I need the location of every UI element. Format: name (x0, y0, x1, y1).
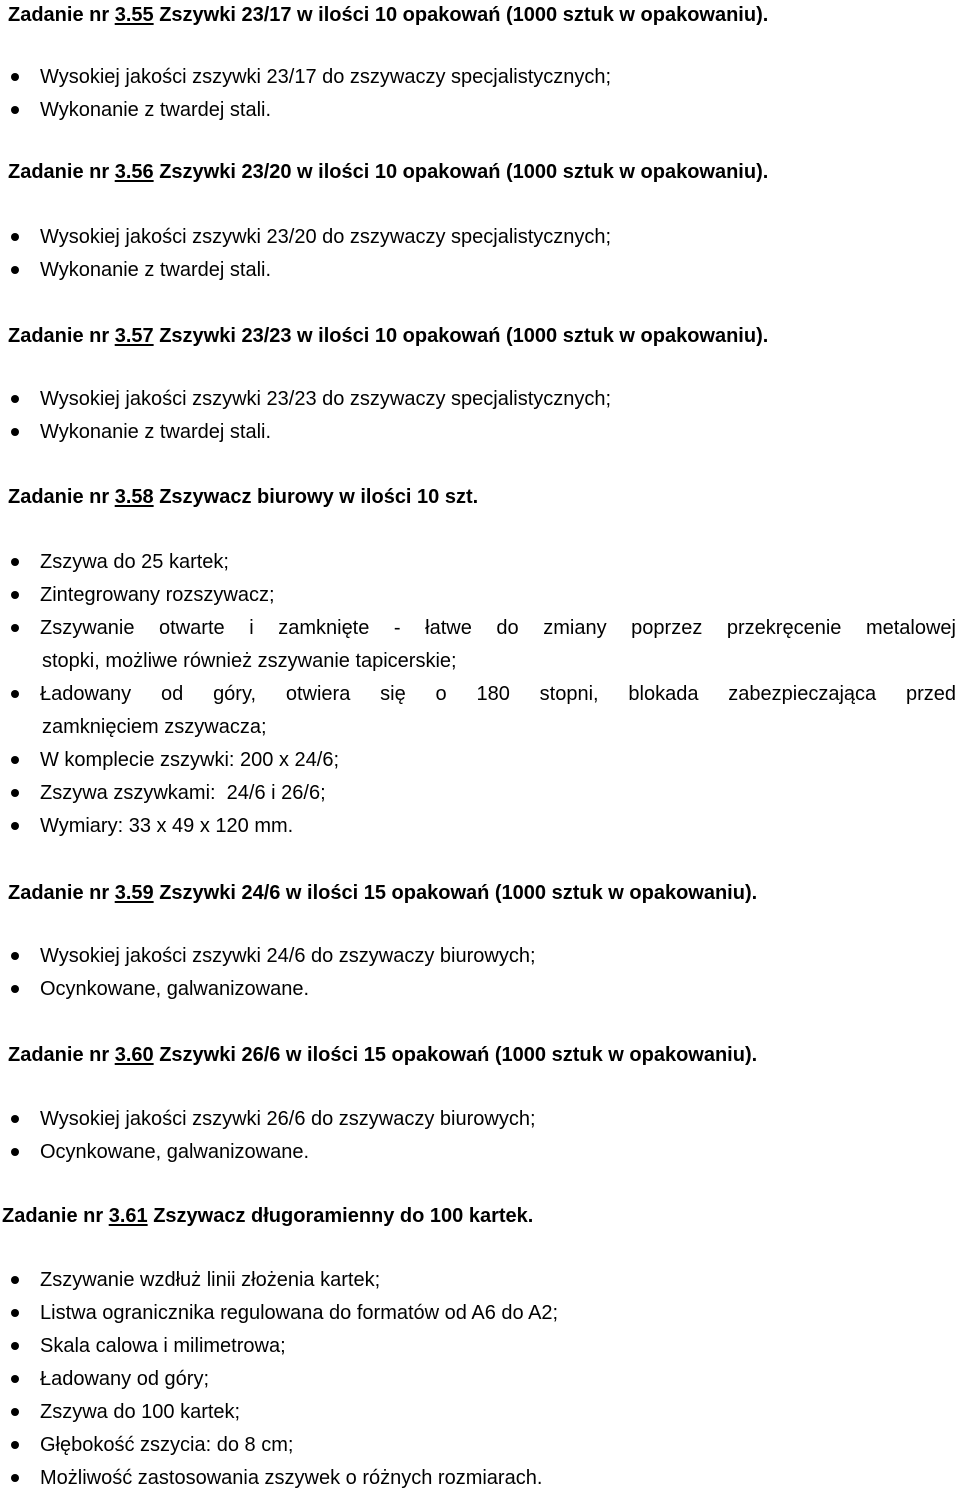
list-item-text: Zszywa zszywkami: 24/6 i 26/6; (40, 782, 326, 804)
bullet-icon (11, 1375, 19, 1383)
bullet-list (0, 1103, 960, 1169)
bullet-icon (11, 1342, 19, 1350)
list-item-text: Zszywa do 100 kartek; (40, 1401, 241, 1423)
list-item-text (40, 612, 956, 678)
bullet-list (0, 221, 960, 287)
list-item (0, 1462, 960, 1495)
list-item (0, 678, 960, 744)
list-item-text: Wysokiej jakości zszywki 23/17 do zszywaczy specjalistycznych; (40, 66, 612, 88)
bullet-list (0, 383, 960, 449)
list-item (0, 1297, 960, 1330)
heading-number: 3.61 (108, 1205, 148, 1227)
bullet-icon (11, 1474, 19, 1482)
heading-title: Zszywacz biurowy w ilości 10 szt. (153, 486, 479, 508)
heading-title: Zszywki 23/20 w ilości 10 opakowań (1000 sztuk w opakowaniu). (153, 161, 769, 183)
heading-prefix: Zadanie nr (8, 1044, 115, 1066)
bullet-icon (11, 558, 19, 566)
list-item (0, 579, 960, 612)
list-item-line: zamknięciem zszywacza; (42, 716, 267, 738)
bullet-list (0, 546, 960, 843)
list-item (0, 940, 960, 973)
list-item (0, 744, 960, 777)
list-item (0, 416, 960, 449)
bullet-icon (11, 106, 19, 114)
list-item-line: Ładowany od góry, otwiera się o 180 stopni, blokada zabezpieczająca przed (40, 683, 956, 705)
list-item-text: Wysokiej jakości zszywki 26/6 do zszywaczy biurowych; (40, 1108, 536, 1130)
bullet-icon (11, 1309, 19, 1317)
list-item (0, 1429, 960, 1462)
list-item (0, 1103, 960, 1136)
section-heading (8, 321, 768, 351)
bullet-icon (11, 591, 19, 599)
bullet-icon (11, 266, 19, 274)
section-heading (8, 878, 757, 908)
bullet-icon (11, 233, 19, 241)
list-item-text: Wysokiej jakości zszywki 23/23 do zszywaczy specjalistycznych; (40, 388, 612, 410)
list-item-text: Możliwość zastosowania zszywek o różnych rozmiarach. (40, 1467, 543, 1489)
list-item-line: stopki, możliwe również zszywanie tapicerskie; (42, 650, 457, 672)
list-item-text: Głębokość zszycia: do 8 cm; (40, 1434, 294, 1456)
heading-prefix: Zadanie nr (8, 486, 115, 508)
list-item-text: Zszywanie wzdłuż linii złożenia kartek; (40, 1269, 381, 1291)
list-item-text: Ocynkowane, galwanizowane. (40, 978, 310, 1000)
bullet-icon (11, 952, 19, 960)
heading-prefix: Zadanie nr (8, 161, 115, 183)
list-item-text: Zintegrowany rozszywacz; (40, 584, 275, 606)
list-item (0, 94, 960, 127)
section-heading (8, 482, 478, 512)
heading-number: 3.55 (114, 4, 154, 26)
bullet-icon (11, 624, 19, 632)
heading-number: 3.56 (114, 161, 154, 183)
heading-number: 3.60 (114, 1044, 154, 1066)
bullet-list (0, 940, 960, 1006)
bullet-list (0, 61, 960, 127)
bullet-icon (11, 1276, 19, 1284)
list-item (0, 254, 960, 287)
bullet-icon (11, 822, 19, 830)
bullet-icon (11, 1148, 19, 1156)
heading-number: 3.58 (114, 486, 154, 508)
list-item-text: W komplecie zszywki: 200 x 24/6; (40, 749, 339, 771)
bullet-icon (11, 1441, 19, 1449)
heading-title: Zszywki 23/23 w ilości 10 opakowań (1000 sztuk w opakowaniu). (153, 325, 769, 347)
list-item-text: Skala calowa i milimetrowa; (40, 1335, 286, 1357)
list-item (0, 1396, 960, 1429)
heading-prefix: Zadanie nr (2, 1205, 109, 1227)
heading-prefix: Zadanie nr (8, 325, 115, 347)
bullet-icon (11, 428, 19, 436)
bullet-list (0, 1264, 960, 1495)
section-heading (8, 157, 768, 187)
heading-prefix: Zadanie nr (8, 882, 115, 904)
list-item (0, 1363, 960, 1396)
list-item (0, 1264, 960, 1297)
bullet-icon (11, 1115, 19, 1123)
bullet-icon (11, 73, 19, 81)
list-item-text: Listwa ogranicznika regulowana do formatów od A6 do A2; (40, 1302, 559, 1324)
list-item (0, 612, 960, 678)
heading-title: Zszywki 24/6 w ilości 15 opakowań (1000 sztuk w opakowaniu). (153, 882, 758, 904)
list-item-text (40, 678, 956, 744)
list-item (0, 221, 960, 254)
bullet-icon (11, 985, 19, 993)
list-item (0, 777, 960, 810)
list-item-text: Zszywa do 25 kartek; (40, 551, 229, 573)
section-heading (8, 1040, 757, 1070)
bullet-icon (11, 756, 19, 764)
heading-title: Zszywki 26/6 w ilości 15 opakowań (1000 sztuk w opakowaniu). (153, 1044, 758, 1066)
list-item (0, 1136, 960, 1169)
heading-number: 3.57 (114, 325, 154, 347)
list-item (0, 1330, 960, 1363)
heading-prefix: Zadanie nr (8, 4, 115, 26)
list-item-text: Ocynkowane, galwanizowane. (40, 1141, 310, 1163)
list-item-text: Wykonanie z twardej stali. (40, 259, 272, 281)
list-item (0, 546, 960, 579)
list-item-text: Wykonanie z twardej stali. (40, 99, 272, 121)
list-item-text: Wykonanie z twardej stali. (40, 421, 272, 443)
list-item (0, 61, 960, 94)
list-item-text: Ładowany od góry; (40, 1368, 210, 1390)
section-heading (2, 1201, 533, 1231)
list-item-text: Wysokiej jakości zszywki 23/20 do zszywaczy specjalistycznych; (40, 226, 612, 248)
section-heading (8, 0, 768, 30)
heading-number: 3.59 (114, 882, 154, 904)
bullet-icon (11, 395, 19, 403)
list-item-text: Wymiary: 33 x 49 x 120 mm. (40, 815, 294, 837)
bullet-icon (11, 1408, 19, 1416)
list-item (0, 810, 960, 843)
bullet-icon (11, 789, 19, 797)
list-item (0, 383, 960, 416)
heading-title: Zszywki 23/17 w ilości 10 opakowań (1000 sztuk w opakowaniu). (153, 4, 769, 26)
heading-title: Zszywacz długoramienny do 100 kartek. (147, 1205, 534, 1227)
list-item (0, 973, 960, 1006)
list-item-line: Zszywanie otwarte i zamknięte - łatwe do zmiany poprzez przekręcenie metalowej (40, 617, 956, 639)
list-item-text: Wysokiej jakości zszywki 24/6 do zszywaczy biurowych; (40, 945, 536, 967)
bullet-icon (11, 690, 19, 698)
